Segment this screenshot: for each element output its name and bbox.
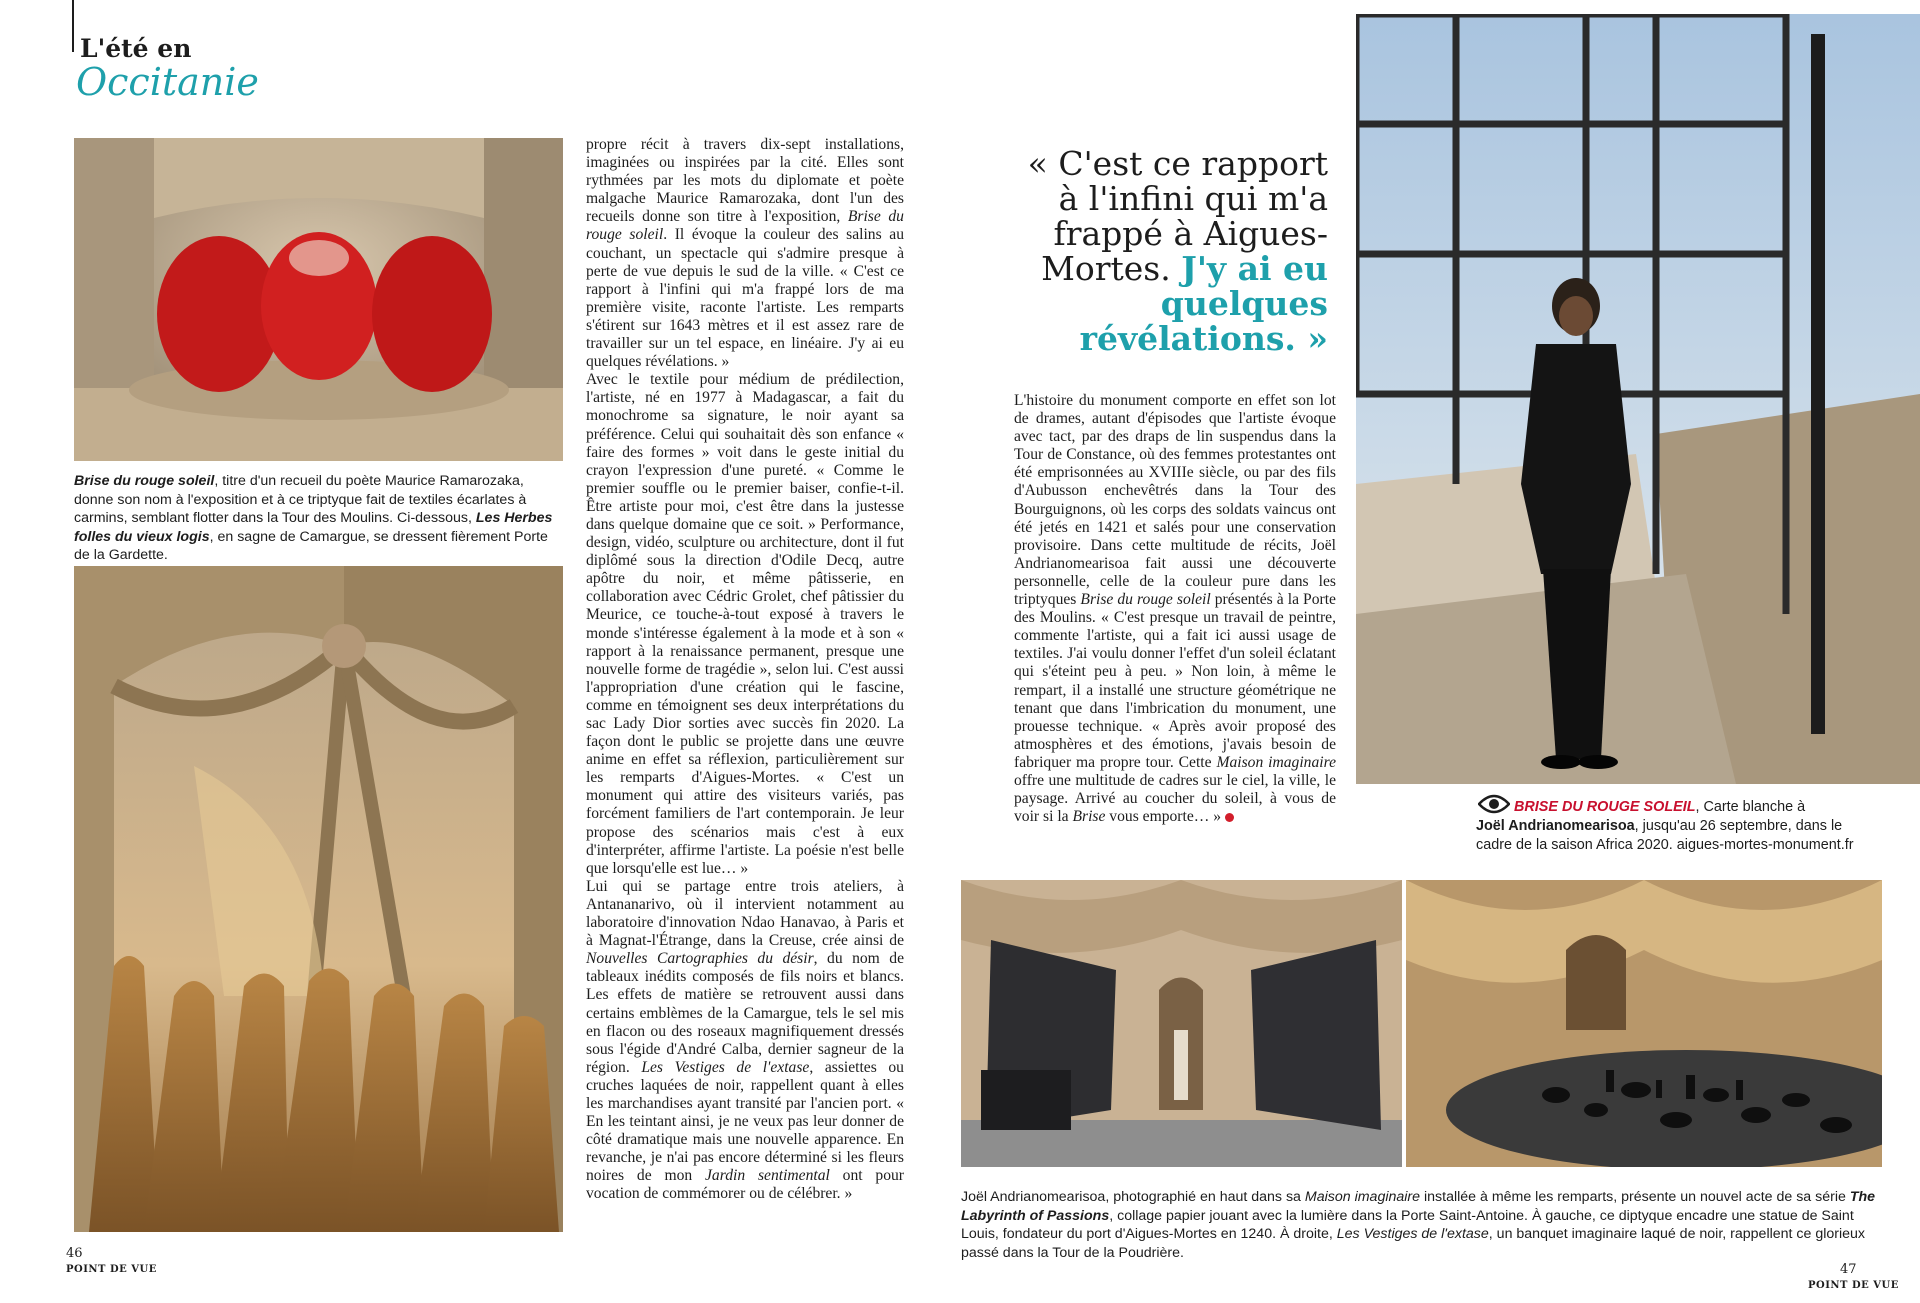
section-kicker: L'été en — [80, 34, 192, 63]
caption-b-title-2: The Labyrinth of Passions — [961, 1189, 1876, 1224]
article-column-1 — [586, 136, 904, 1204]
caption-text-2: , en sagne de Camargue, se dressent fièrement Porte de la Gardette. — [74, 528, 548, 564]
caption-b-text-1: Joël Andrianomearisoa, photographié en haut dans sa — [961, 1189, 1305, 1205]
article-column-2 — [1014, 392, 1336, 826]
col2-paragraph — [1014, 392, 1336, 826]
caption-b-text-4: , un banquet imaginaire laqué de noir, rappellent ce glorieux passé dans la Tour de la Poudrière. — [961, 1226, 1866, 1261]
col1-paragraph-3 — [586, 878, 904, 1204]
caption-title-2: Les Herbes folles du vieux logis — [74, 510, 553, 545]
caption-triptych — [74, 472, 560, 565]
caption-b-title-3: Les Vestiges de l'extase — [1336, 1226, 1489, 1243]
page-number-left: 46 — [66, 1246, 83, 1261]
col1-p1c: . Il évoque la couleur des salins au couchant, un spectacle qui s'admire presque à perte de vue depuis le sud de la ville. « C'est ce rapport à l'infini qui m'a frappé lors de ma première visite, raconte l'artiste. Les remparts s'étirent sur 1643 mètres et il est assez rare de travailler sur un tel espace, en linéaire. J'y ai eu quelques révélations. » — [586, 226, 905, 371]
event-text-1: , Carte blanche à — [1695, 799, 1806, 815]
col1-p1a: propre récit à travers dix-sept installations, imaginées ou inspirées par la cité. Elles sont rythmées par les mots du diplomate et poète malgache Maurice Ramarozaka, dont l'un des recueils donne son titre à l'exposition, — [586, 136, 904, 226]
event-info-box — [1476, 798, 1856, 855]
photo-red-triptych — [74, 138, 563, 461]
col2-t5: offre une multitude de cadres sur le ciel, la ville, le paysage. Arrivé au coucher du soleil, à vous de voir si la — [1014, 771, 1336, 826]
col1-p3a: Lui qui se partage entre trois ateliers, à Antananarivo, où il intervient notamment au laboratoire d'innovation Ndao Hanavao, à Paris et à Magnat-l'Étrange, dans la Creuse, crée ainsi de — [586, 877, 904, 950]
col1-p3d: Les Vestiges de l'extase — [641, 1058, 810, 1076]
pull-quote-text: « C'est ce rapport à l'infini qui m'a frappé à Aigues-Mortes. — [1027, 144, 1328, 288]
photo-diptych-gallery — [961, 880, 1402, 1167]
pull-quote-highlight: J'y ai eu quelques révélations. » — [1079, 249, 1328, 358]
photo-reeds-vault — [74, 566, 563, 1232]
caption-bottom — [961, 1188, 1879, 1262]
header-rule — [72, 0, 74, 52]
caption-b-text-3: , collage papier jouant avec la lumière dans la Porte Saint-Antoine. À gauche, ce diptyque encadre une statue de Saint Louis, fondateur du port d'Aigues-Mortes en 1240. À droite, — [961, 1207, 1854, 1243]
caption-b-title-1: Maison imaginaire — [1304, 1189, 1421, 1205]
page-number-right: 47 — [1840, 1262, 1857, 1277]
caption-text-1: , titre d'un recueil du poète Maurice Ramarozaka, donne son nom à l'exposition et à ce triptyque fait de textiles écarlates à carmins, semblant flotter dans la Tour des Moulins. Ci-dessous, — [74, 473, 527, 527]
col2-t4: Maison imaginaire — [1216, 753, 1336, 771]
col1-p3b: Nouvelles Cartographies du désir — [586, 950, 814, 968]
col2-t1: L'histoire du monument comporte en effet son lot de drames, autant d'épisodes que l'artiste évoque avec tact, par des draps de lin suspendus dans la Tour de Constance, où des femmes protestantes ont été emprisonnées au XVIIIe siècle, ou par des fils d'Aubusson enchevêtrés dans la Tour des Bourguignons, où les corps des soldats vaincus ont été jetés en 1421 et salés pour une conservation provisoire. Dans cette multitude de récits, Joël Andrianomearisoa fait aussi une découverte personnelle, celle de la couleur pure dans les triptyques — [1014, 392, 1336, 609]
section-region: Occitanie — [76, 60, 259, 104]
caption-b-text-2: installée à même les remparts, présente un nouvel acte de sa série — [1420, 1189, 1850, 1205]
brand-right: POINT DE VUE — [1808, 1280, 1899, 1291]
col1-paragraph-1 — [586, 136, 904, 371]
col2-t2: Brise du rouge soleil — [1080, 591, 1211, 609]
pull-quote — [1010, 146, 1328, 356]
col2-t6: Brise — [1072, 808, 1106, 826]
col2-t3: présentés à la Porte des Moulins. « C'est presque un travail de peintre, commente l'artiste, qui a fait ici aussi usage de textiles. J'ai voulu donner l'effet d'un soleil éclatant qui s'éteint peu à peu. » Non loin, à même le rempart, il a installé une structure géométrique ne tenant que dans l'imbrication du monument, une prouesse technique. « Après avoir proposé des atmosphères et des émotions, j'avais besoin de fabriquer ma propre tour. Cette — [1014, 591, 1336, 771]
col1-p3g: ont pour vocation de commémorer ou de célébrer. » — [586, 1167, 904, 1203]
photo-artist-structure — [1356, 14, 1920, 784]
end-mark-dot — [1225, 813, 1234, 822]
col2-t7: vous emporte… » — [1105, 808, 1222, 826]
photo-black-banquet — [1406, 880, 1882, 1167]
col1-p3e: , assiettes ou cruches laquées de noir, rappellent quant à elles les marchandises ayant transité par l'ancien port. « En les teintant ainsi, je ne veux pas leur donner de côté dramatique mais une nouvelle apparence. En revanche, je n'ai pas encore déterminé si les fleurs noires de mon — [586, 1058, 904, 1185]
event-title: BRISE DU ROUGE SOLEIL — [1514, 799, 1696, 815]
col1-p3f: Jardin sentimental — [705, 1167, 830, 1185]
event-text-2: , jusqu'au 26 septembre, dans le cadre de la saison Africa 2020. aigues-mortes-monument.fr — [1476, 818, 1854, 853]
event-artist: Joël Andrianomearisoa — [1476, 818, 1635, 834]
brand-left: POINT DE VUE — [66, 1264, 157, 1275]
col1-paragraph-2: Avec le textile pour médium de prédilection, l'artiste, né en 1977 à Madagascar, a fait du monochrome sa signature, le noir ayant sa préférence. Celui qui souhaitait dès son enfance « faire des formes » voit dans le geste initial du crayon l'expression d'une pureté. « Comme le premier souffle ou le premier baiser, confie-t-il. Être artiste pour moi, c'est être dans la justesse dans quelque domaine que ce soit. » Performance, design, vidéo, sculpture ou architecture, dont il fut diplômé sous la direction d'Odile Decq, autre apôtre du noir, et même pâtisserie, en collaboration avec Cédric Grolet, chef pâtissier du Meurice, ce touche-à-tout exposé à travers le monde s'intéresse également à la mode et à son « rapport à la renaissance permanent, presque une nouvelle forme de tragédie », selon lui. C'est aussi l'appropriation d'une création qui le fascine, comme en témoignent ses deux interprétations du sac Lady Dior sorties avec succès fin 2020. La façon dont le public se projette dans une œuvre anime en effet sa réflexion, particulièrement sur les remparts d'Aigues-Mortes. « C'est un monument qui attire des visiteurs variés, pas forcément familiers de l'art contemporain. Je leur propose des scénarios mais c'est à eux d'interpréter, affirme l'artiste. La poésie n'est belle que lorsqu'elle est lue… » — [586, 371, 904, 877]
col1-p1b: Brise du rouge soleil — [586, 208, 904, 244]
col1-p3c: , du nom de tableaux inédits composés de fils noirs et blancs. Les effets de matière se retrouvent aussi dans certains emblèmes de la Camargue, tels le sel mis en flacon ou des roseaux magnifiquement dressés sous l'égide d'André Calba, dernier sagneur de la région. — [586, 950, 904, 1076]
caption-title-1: Brise du rouge soleil — [74, 473, 215, 489]
